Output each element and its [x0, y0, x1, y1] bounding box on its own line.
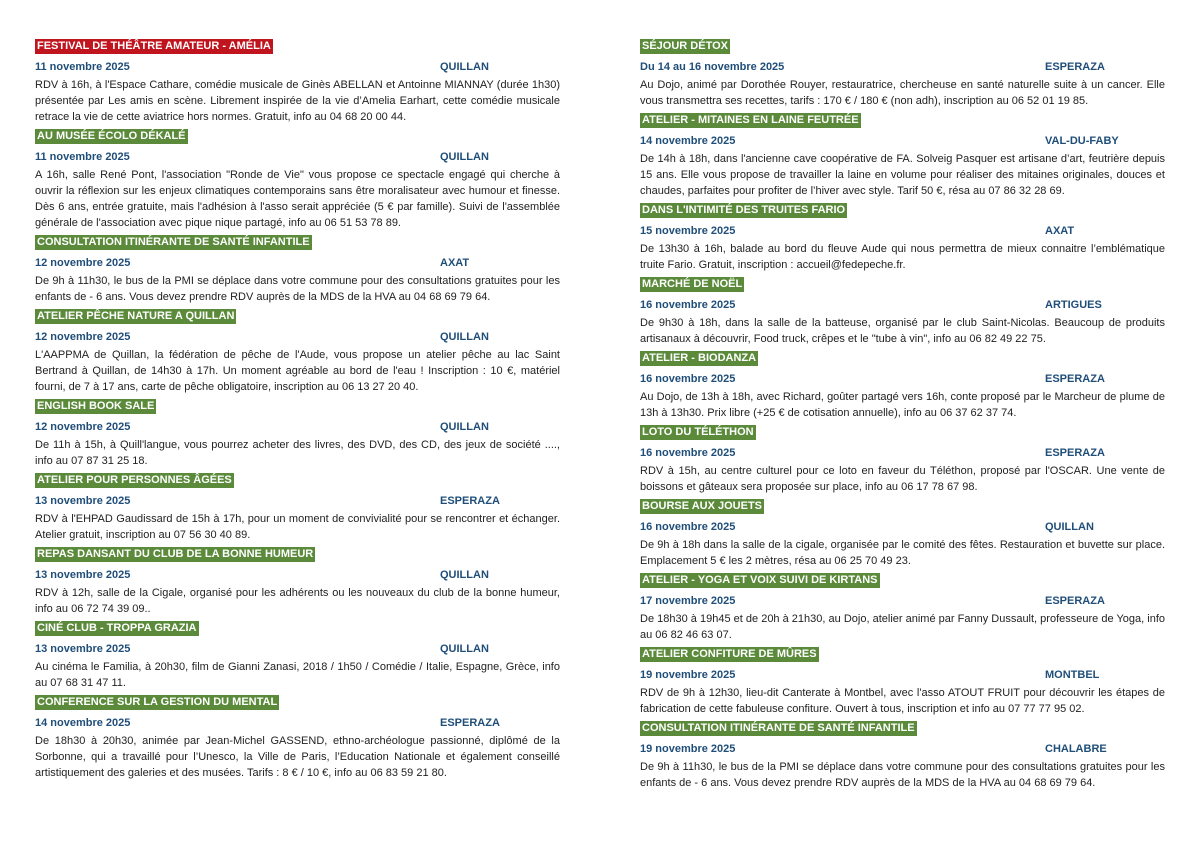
event-title: ATELIER CONFITURE DE MÛRES [642, 648, 817, 660]
event-meta [35, 149, 560, 165]
event-title: ATELIER PÊCHE NATURE A QUILLAN [37, 310, 235, 322]
event-description: De 9h à 11h30, le bus de la PMI se déplace dans votre commune pour des consultations gratuites pour les enfants de - 6 ans. Vous devez prendre RDV auprès de la MDS de la HVA au 04 68 69 79 64. [35, 275, 560, 303]
event-date: 11 novembre 2025 [35, 151, 130, 163]
event-place: AXAT [440, 257, 470, 269]
event-date: Du 14 au 16 novembre 2025 [640, 61, 785, 73]
event-title: FESTIVAL DE THÉÂTRE AMATEUR - AMÉLIA [37, 40, 271, 52]
event-block [35, 232, 560, 305]
event-date: 13 novembre 2025 [35, 643, 131, 655]
event-meta [35, 419, 560, 435]
event-description: A 16h, salle René Pont, l'association "Ronde de Vie" vous propose ce spectacle engagé qui cherche à ouvrir la réflexion sur les enjeux climatiques contemporains sans être moralisateur avec humour et finesse. Dès 6 ans, entrée gratuite, mais l'adhésion à l'asso serait appréciée (5 € par famille). Suivi de l'assemblée générale de l'association avec pique nique partagé, info au 06 51 53 78 89. [35, 169, 560, 229]
event-meta [35, 255, 560, 271]
event-date: 13 novembre 2025 [35, 495, 131, 507]
event-block [640, 110, 1165, 199]
event-description: RDV de 9h à 12h30, lieu-dit Canterate à Montbel, avec l'asso ATOUT FRUIT pour découvrir les étapes de fabrication de cette fabuleuse confiture. Ouvert à tous, inscription et info au 07 77 77 95 02. [640, 687, 1165, 715]
event-title: CINÉ CLUB - TROPPA GRAZIA [37, 622, 197, 634]
event-place: QUILLAN [1045, 521, 1094, 533]
event-title: REPAS DANSANT DU CLUB DE LA BONNE HUMEUR [37, 548, 314, 560]
event-meta [640, 593, 1165, 609]
event-place: ARTIGUES [1045, 299, 1102, 311]
event-title: ATELIER POUR PERSONNES ÂGÉES [37, 474, 232, 486]
event-place: CHALABRE [1045, 743, 1107, 755]
event-date: 13 novembre 2025 [35, 569, 131, 581]
event-description: De 9h30 à 18h, dans la salle de la batteuse, organisé par le club Saint-Nicolas. Beaucoup de produits artisanaux à découvrir, Food truck, crêpes et le "tube à vin", info au 06 82 49 22 75. [640, 317, 1165, 345]
event-title: ATELIER - YOGA ET VOIX SUIVI DE KIRTANS [642, 574, 878, 586]
event-block [35, 544, 560, 617]
event-meta [35, 567, 560, 583]
event-meta [35, 715, 560, 731]
event-meta [640, 297, 1165, 313]
event-meta [35, 329, 560, 345]
event-place: MONTBEL [1045, 669, 1100, 681]
event-block [640, 274, 1165, 347]
event-place: QUILLAN [440, 421, 489, 433]
event-title: ENGLISH BOOK SALE [37, 400, 155, 412]
event-description: RDV à 15h, au centre culturel pour ce loto en faveur du Téléthon, proposé par l'OSCAR. Une vente de boissons et gâteaux sera proposée sur place, info au 06 17 78 67 98. [640, 465, 1165, 493]
event-block [640, 570, 1165, 643]
event-title: CONSULTATION ITINÉRANTE DE SANTÉ INFANTILE [642, 722, 915, 734]
event-title: CONFERENCE SUR LA GESTION DU MENTAL [37, 696, 278, 708]
event-date: 16 novembre 2025 [640, 521, 736, 533]
event-block [35, 36, 560, 125]
event-description: Au Dojo, de 13h à 18h, avec Richard, goûter partagé vers 16h, conte proposé par le Marcheur de plume de 13h à 13h30. Prix libre (+25 € de cotisation annuelle), info au 06 37 62 37 74. [640, 391, 1165, 419]
event-date: 19 novembre 2025 [640, 743, 736, 755]
event-meta [640, 133, 1165, 149]
event-meta [640, 223, 1165, 239]
event-description: De 14h à 18h, dans l'ancienne cave coopérative de FA. Solveig Pasquer est artisane d’art, feutrière depuis 15 ans. Elle vous propose de travailler la laine en volume pour réaliser des mitaines originales, douces et chaudes, parfaites pour profiter de l’hiver avec style. Tarif 50 €, résa au 07 86 32 28 69. [640, 153, 1165, 197]
event-block [640, 644, 1165, 717]
event-title: LOTO DU TÉLÉTHON [642, 426, 754, 438]
event-description: L'AAPPMA de Quillan, la fédération de pêche de l'Aude, vous propose un atelier pêche au lac Saint Bertrand à Quillan, de 14h30 à 17h. Un moment agréable au bord de l'eau ! Inscription : 10 €, matériel fourni, de 7 à 17 ans, carte de pêche obligatoire, inscription au 06 13 27 20 40. [35, 349, 560, 393]
event-title: AU MUSÉE ÉCOLO DÉKALÉ [37, 130, 186, 142]
event-block [35, 306, 560, 395]
event-place: ESPERAZA [1045, 61, 1105, 73]
event-date: 17 novembre 2025 [640, 595, 736, 607]
right-column [640, 36, 1165, 792]
event-description: De 9h à 18h dans la salle de la cigale, organisée par le comité des fêtes. Restauration et buvette sur place. Emplacement 5 € les 2 mètres, résa au 06 25 70 49 23. [640, 539, 1165, 567]
event-description: RDV à 12h, salle de la Cigale, organisé pour les adhérents ou les nouveaux du club de la bonne humeur, info au 06 72 74 39 09.. [35, 587, 560, 615]
event-title: ATELIER - BIODANZA [642, 352, 757, 364]
event-place: QUILLAN [440, 61, 489, 73]
event-block [640, 422, 1165, 495]
event-meta [640, 371, 1165, 387]
event-block [640, 496, 1165, 569]
event-description: Au cinéma le Familia, à 20h30, film de Gianni Zanasi, 2018 / 1h50 / Comédie / Italie, Espagne, Grèce, info au 07 68 31 47 11. [35, 661, 560, 689]
event-title: MARCHÉ DE NOËL [642, 278, 743, 290]
event-block [35, 396, 560, 469]
left-column [35, 36, 560, 782]
event-place: ESPERAZA [1045, 595, 1105, 607]
event-date: 12 novembre 2025 [35, 257, 131, 269]
event-place: QUILLAN [440, 151, 489, 163]
event-title: DANS L'INTIMITÉ DES TRUITES FARIO [642, 204, 846, 216]
event-block [35, 618, 560, 691]
event-block [35, 692, 560, 781]
event-meta [640, 741, 1165, 757]
event-description: RDV à 16h, à l'Espace Cathare, comédie musicale de Ginès ABELLAN et Antoinne MIANNAY (durée 1h30) présentée par Les amis en scène. Librement inspirée de la vie d’Amelia Earhart, cette comédie musicale retrace la vie de cette aviatrice hors normes. Gratuit, info au 04 68 20 00 44. [35, 79, 560, 123]
event-description: De 11h à 15h, à Quill'langue, vous pourrez acheter des livres, des DVD, des CD, des jeux de société ...., info au 07 87 31 25 18. [35, 439, 560, 467]
event-block [640, 36, 1165, 109]
event-block [640, 200, 1165, 273]
event-meta [35, 59, 560, 75]
event-place: ESPERAZA [1045, 373, 1105, 385]
event-description: De 18h30 à 19h45 et de 20h à 21h30, au Dojo, atelier animé par Fanny Dussault, professeure de Yoga, info au 06 82 46 63 07. [640, 613, 1165, 641]
event-description: De 18h30 à 20h30, animée par Jean-Michel GASSEND, ethno-archéologue passionné, diplômé de la Sorbonne, qui a travaillé pour l’Unesco, la Ville de Paris, l’Education Nationale et également conseillé artistiquement des galeries et des musées. Tarifs : 8 € / 10 €, info au 06 83 59 21 80. [35, 735, 560, 779]
event-date: 11 novembre 2025 [35, 61, 130, 73]
event-date: 16 novembre 2025 [640, 373, 736, 385]
event-place: QUILLAN [440, 569, 489, 581]
event-title: ATELIER - MITAINES EN LAINE FEUTRÉE [642, 114, 859, 126]
event-description: De 13h30 à 16h, balade au bord du fleuve Aude qui nous permettra de mieux connaitre l’emblématique truite Fario. Gratuit, inscription : accueil@fedepeche.fr. [640, 243, 1165, 271]
event-meta [640, 59, 1165, 75]
event-meta [640, 519, 1165, 535]
event-date: 12 novembre 2025 [35, 331, 131, 343]
event-date: 14 novembre 2025 [640, 135, 736, 147]
event-place: ESPERAZA [1045, 447, 1105, 459]
event-meta [35, 493, 560, 509]
event-block [640, 348, 1165, 421]
event-meta [640, 667, 1165, 683]
event-date: 16 novembre 2025 [640, 447, 736, 459]
event-block [35, 470, 560, 543]
event-description: Au Dojo, animé par Dorothée Rouyer, restauratrice, chercheuse en santé naturelle suite à un cancer. Elle vous transmettra ses recettes, tarifs : 170 € / 180 € (non adh), inscription au 06 52 01 19 85. [640, 79, 1165, 107]
event-date: 15 novembre 2025 [640, 225, 736, 237]
event-block [640, 718, 1165, 791]
event-date: 19 novembre 2025 [640, 669, 736, 681]
event-meta [640, 445, 1165, 461]
event-place: ESPERAZA [440, 495, 500, 507]
event-description: RDV à l'EHPAD Gaudissard de 15h à 17h, pour un moment de convivialité pour se rencontrer et échanger. Atelier gratuit, inscription au 07 56 30 40 89. [35, 513, 560, 541]
event-block [35, 126, 560, 231]
event-place: QUILLAN [440, 643, 489, 655]
event-place: AXAT [1045, 225, 1075, 237]
event-title: BOURSE AUX JOUETS [642, 500, 763, 512]
event-title: CONSULTATION ITINÉRANTE DE SANTÉ INFANTILE [37, 236, 310, 248]
event-meta [35, 641, 560, 657]
event-date: 14 novembre 2025 [35, 717, 131, 729]
event-place: VAL-DU-FABY [1045, 135, 1119, 147]
event-date: 16 novembre 2025 [640, 299, 736, 311]
event-title: SÉJOUR DÉTOX [642, 40, 728, 52]
event-place: QUILLAN [440, 331, 489, 343]
event-description: De 9h à 11h30, le bus de la PMI se déplace dans votre commune pour des consultations gratuites pour les enfants de - 6 ans. Vous devez prendre RDV auprès de la MDS de la HVA au 04 68 69 79 64. [640, 761, 1165, 789]
event-date: 12 novembre 2025 [35, 421, 131, 433]
event-place: ESPERAZA [440, 717, 500, 729]
